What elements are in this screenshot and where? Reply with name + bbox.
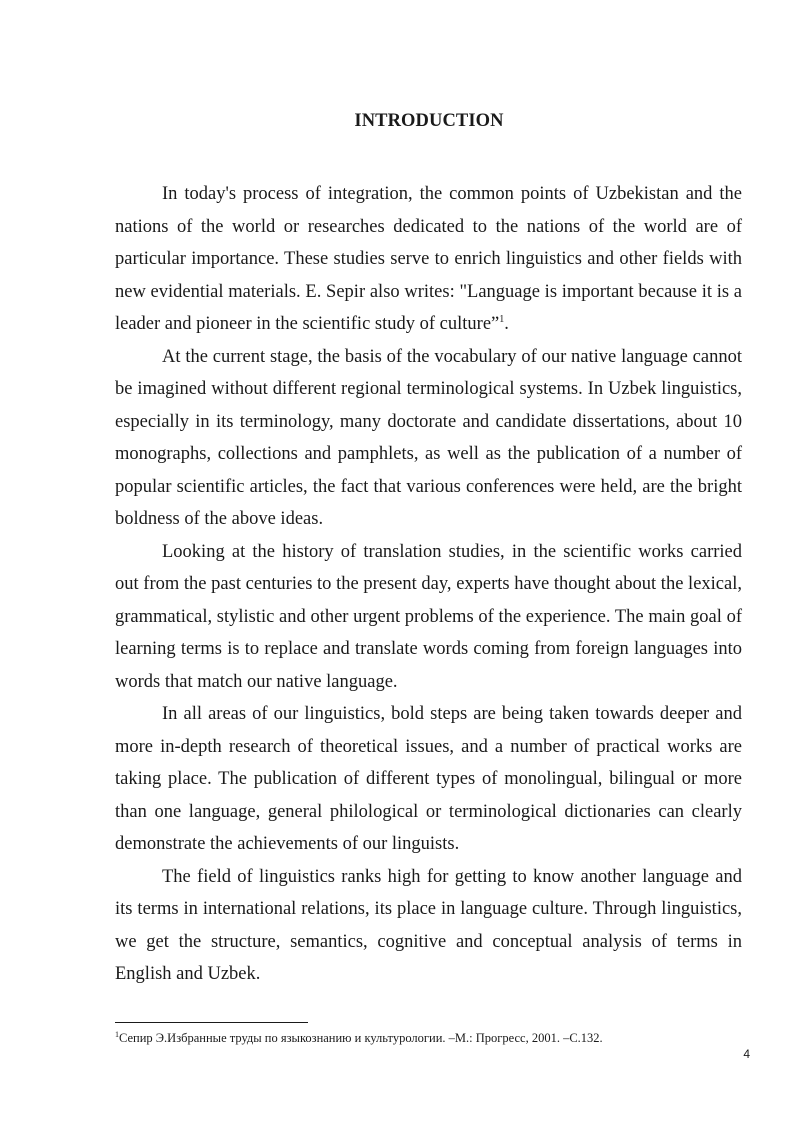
paragraph-1-text: In today's process of integration, the common points of Uzbekistan and the nations of the world or researches dedicated to the nations of the world are of particular importance. These studies serve to enrich linguistics and other fields with new evidential materials. E. Sepir also writes: "Language is important because it is a leader and pioneer in the scientific study of culture” xyxy=(115,184,742,334)
body-text xyxy=(115,178,742,991)
footnote-text: Сепир Э.Избранные труды по языкознанию и культурологии. –М.: Прогресс, 2001. –С.132. xyxy=(119,1031,603,1045)
footnote-reference: 1 xyxy=(499,314,505,325)
footnote-separator xyxy=(115,1022,308,1023)
paragraph-1-suffix: . xyxy=(504,314,509,334)
paragraph-5: The field of linguistics ranks high for getting to know another language and its terms in international relations, its place in language culture. Through linguistics, we get the structure, semantics, cognitive and conceptual analysis of terms in English and Uzbek. xyxy=(115,866,742,984)
page-title: INTRODUCTION xyxy=(354,111,504,131)
paragraph-2: At the current stage, the basis of the vocabulary of our native language cannot be imagined without different regional terminological systems. In Uzbek linguistics, especially in its terminology, many doctorate and candidate dissertations, about 10 monographs, collections and pamphlets, as well as the publication of a number of popular scientific articles, the fact that various conferences were held, are the bright boldness of the above ideas. xyxy=(115,346,742,529)
footnote xyxy=(115,1030,755,1046)
page-number: 4 xyxy=(743,1047,750,1061)
paragraph-4: In all areas of our linguistics, bold steps are being taken towards deeper and more in-depth research of theoretical issues, and a number of practical works are taking place. The publication of different types of monolingual, bilingual or more than one language, general philological or terminological dictionaries can clearly demonstrate the achievements of our linguists. xyxy=(115,704,742,854)
paragraph-3: Looking at the history of translation studies, in the scientific works carried out from the past centuries to the present day, experts have thought about the lexical, grammatical, stylistic and other urgent problems of the experience. The main goal of learning terms is to replace and translate words coming from foreign languages into words that match our native language. xyxy=(115,541,742,692)
footnote-marker: 1 xyxy=(115,1030,119,1039)
paragraph-1 xyxy=(115,178,742,341)
